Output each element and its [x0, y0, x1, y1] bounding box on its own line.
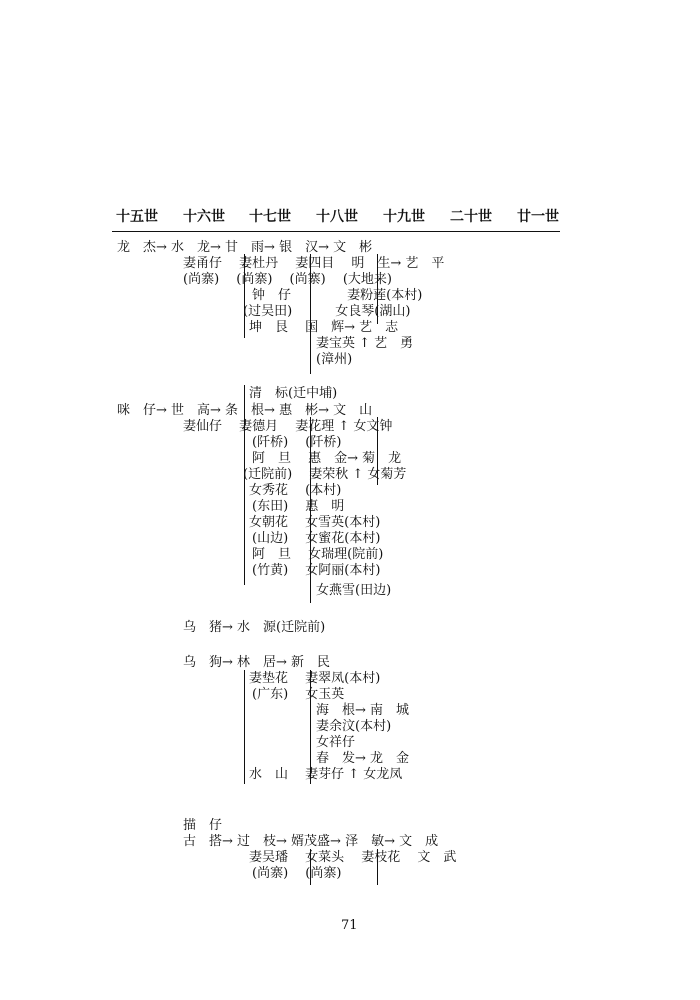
- genealogy-line: (迁院前) 妻荣秋 ↑ 女菊芳: [243, 467, 407, 482]
- genealogy-line: 女朝花 女雪英(本村): [249, 515, 381, 530]
- branch-line: [310, 849, 311, 885]
- genealogy-line: (山边) 女蜜花(本村): [252, 531, 381, 546]
- genealogy-line: 妻甬仔 妻杜丹 妻四目 明 生→ 艺 平: [183, 256, 445, 271]
- genealogy-line: 咪 仔→ 世 高→ 条 根→ 惠 彬→ 文 山: [117, 403, 373, 418]
- genealogy-line: 海 根→ 南 城: [316, 703, 410, 718]
- genealogy-line: 乌 猪→ 水 源(迁院前): [183, 620, 326, 635]
- genealogy-line: 女秀花 (本村): [249, 483, 342, 498]
- genealogy-line: 古 搭→ 过 枝→ 婿茂盛→ 泽 敏→ 文 成: [183, 834, 439, 849]
- genealogy-line: 妻余汶(本村): [316, 719, 392, 734]
- branch-line: [310, 254, 311, 374]
- generation-header: 廿一世: [517, 209, 559, 225]
- generation-header: 十八世: [316, 209, 358, 225]
- generation-header: 十六世: [183, 209, 225, 225]
- branch-line: [377, 417, 378, 485]
- genealogy-line: 乌 狗→ 林 居→ 新 民: [183, 655, 331, 670]
- genealogy-line: (尚寨) (尚寨): [252, 866, 342, 881]
- genealogy-line: 描 仔: [183, 818, 223, 833]
- genealogy-line: (竹黄) 女阿丽(本村): [252, 563, 381, 578]
- genealogy-line: (过吴田) 女良琴(湖山): [243, 304, 411, 319]
- generation-header: 十五世: [116, 209, 158, 225]
- branch-line: [310, 417, 311, 603]
- genealogy-line: 春 发→ 龙 金: [316, 751, 410, 766]
- genealogy-line: 水 山 妻芽仔 ↑ 女龙凤: [249, 767, 403, 782]
- page-number: 71: [341, 918, 358, 933]
- genealogy-line: (广东) 女玉英: [252, 687, 345, 702]
- genealogy-line: (东田) 惠 明: [252, 499, 345, 514]
- branch-line: [244, 254, 245, 338]
- generation-header: 十七世: [249, 209, 291, 225]
- genealogy-line: (尚寨) (尚寨) (尚寨) (大地来): [183, 272, 392, 287]
- branch-line: [244, 670, 245, 784]
- header-rule: [112, 231, 560, 232]
- genealogy-line: 女燕雪(田边): [316, 583, 392, 598]
- genealogy-line: 女祥仔: [316, 735, 356, 750]
- branch-line: [244, 385, 245, 585]
- genealogy-line: 妻吴璠 女菜头 妻枝花 文 武: [249, 850, 457, 865]
- genealogy-line: 妻垫花 妻翠凤(本村): [249, 671, 381, 686]
- genealogy-line: 钟 仔 妻粉莲(本村): [252, 288, 423, 303]
- branch-line: [310, 670, 311, 784]
- genealogy-line: 清 标(迁中埔): [249, 386, 338, 401]
- branch-line: [377, 849, 378, 885]
- generation-header: 十九世: [383, 209, 425, 225]
- genealogy-line: 龙 杰→ 水 龙→ 甘 雨→ 银 汉→ 文 彬: [117, 240, 373, 255]
- genealogy-line: 妻宝英 ↑ 艺 勇: [316, 336, 414, 351]
- genealogy-line: 坤 艮 国 辉→ 艺 志: [249, 320, 399, 335]
- genealogy-line: (阡桥) (阡桥): [252, 435, 342, 450]
- branch-line: [377, 254, 378, 324]
- genealogy-line: 妻仙仔 妻德月 妻花理 ↑ 女文钟: [183, 419, 393, 434]
- genealogy-line: 阿 旦 女瑞理(院前): [252, 547, 384, 562]
- genealogy-line: (漳州): [316, 352, 353, 367]
- generation-header: 二十世: [450, 209, 492, 225]
- genealogy-line: 阿 旦 惠 金→ 菊 龙: [252, 451, 402, 466]
